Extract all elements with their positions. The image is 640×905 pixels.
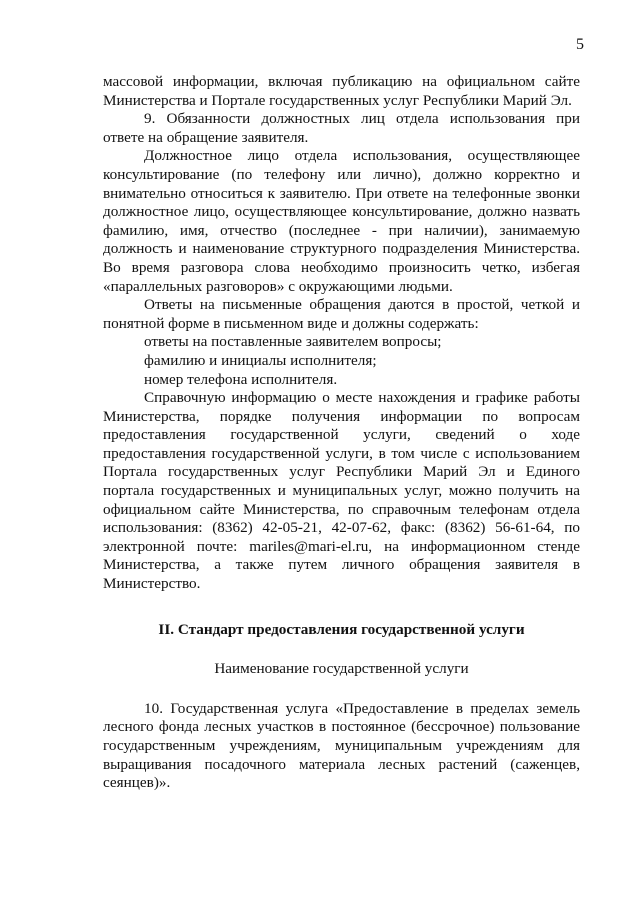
page-number: 5 bbox=[576, 36, 584, 53]
paragraph-item-10: 10. Государственная услуга «Предоставление в пределах земель лесного фонда лесных участков в постоянное (бессрочное) пользование государственным учреждениям, муниципальным учреждениям для выращивания посадочного материала лесных растений (саженцев, сеянцев)». bbox=[103, 699, 580, 792]
document-body bbox=[103, 73, 580, 793]
list-item: номер телефона исполнителя. bbox=[144, 370, 338, 388]
paragraph-official-duties: Должностное лицо отдела использования, осуществляющее консультирование (по телефону или лично), должно корректно и внимательно относиться к заявителю. При ответе на телефонные звонки должностное лицо, осуществляющее консультирование, должно назвать фамилию, имя, отчество (последнее - при наличии), занимаемую должность и наименование структурного подразделения Министерства. Во время разговора слова необходимо произносить четко, избегая «параллельных разговоров» с окружающими людьми. bbox=[103, 147, 580, 295]
paragraph-reference-info: Справочную информацию о месте нахождения и графике работы Министерства, порядке получения информации по вопросам предоставления государственной услуги, сведений о ходе предоставления государственной услуги, в том числе с использованием Портала государственных услуг Республики Марий Эл и Единого портала государственных и муниципальных услуг, можно получить на официальном сайте Министерства, по справочным телефонам отдела использования: (8362) 42-05-21, 42-07-62, факс: (8362) 56-61-64, по электронной почте: mariles@mari-el.ru, на информационном стенде Министерства, а также путем личного обращения заявителя в Министерство. bbox=[103, 389, 580, 593]
section-heading: II. Стандарт предоставления государственной услуги bbox=[158, 620, 525, 638]
paragraph-written-answers: Ответы на письменные обращения даются в простой, четкой и понятной форме в письменном виде и должны содержать: bbox=[103, 296, 580, 332]
list-item: фамилию и инициалы исполнителя; bbox=[144, 351, 377, 369]
subsection-heading: Наименование государственной услуги bbox=[214, 660, 469, 678]
paragraph-item-9: 9. Обязанности должностных лиц отдела использования при ответе на обращение заявителя. bbox=[103, 110, 580, 146]
paragraph-continuation: массовой информации, включая публикацию на официальном сайте Министерства и Портале государственных услуг Республики Марий Эл. bbox=[103, 73, 580, 109]
list-item: ответы на поставленные заявителем вопросы; bbox=[144, 333, 442, 351]
